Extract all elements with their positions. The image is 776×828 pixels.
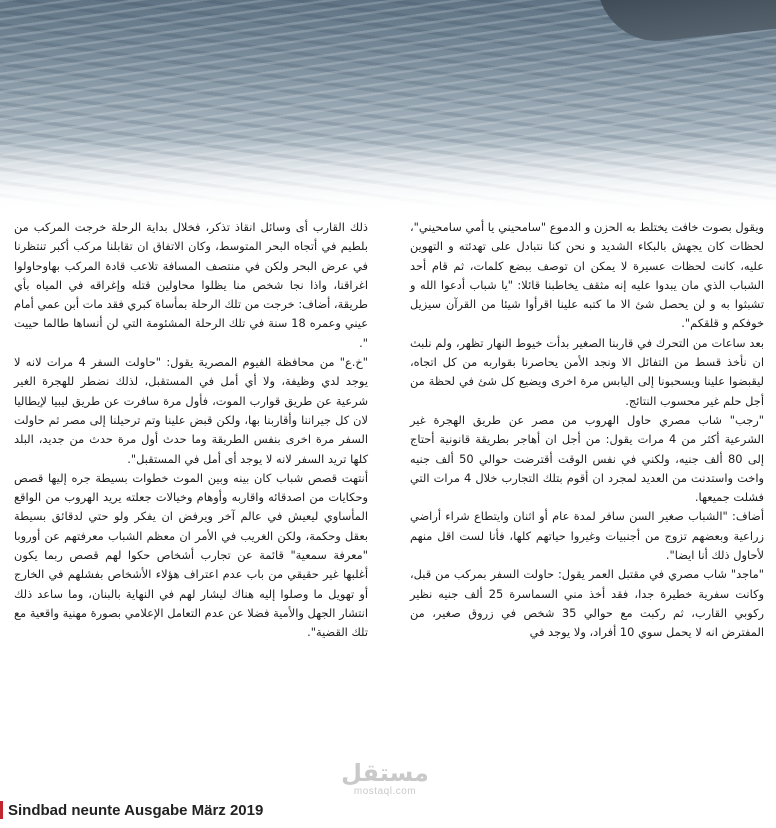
paragraph: "ماجد" شاب مصري في مقتبل العمر يقول: حاولت السفر بمركب من قبل، وكانت سفرية خطيرة جدا، فقد أخذ مني السماسرة 25 ألف جنيه نظير ركوبي القارب، ثم ركبت مع حوالي 35 شخص في زروق صغير، من المفترض انه لا يحمل سوي 10 أفراد، ولا يوجد في xyxy=(410,567,765,640)
paragraph: بعد ساعات من التحرك في قاربنا الصغير بدأت خيوط النهار تظهر، ولم نلبث ان نأخذ قسط من التفائل الا ونجد الأمن يحاصرنا بقواربه من كل اتجاه، ليقبضوا علينا ويسحبونا إلى اليابس مرة اخرى ويضيع كل شئ في لحظة من أجل حلم غير محسوب النتائج. xyxy=(410,335,764,408)
right-column xyxy=(410,218,764,756)
sea-photo xyxy=(0,0,776,210)
paragraph: ذلك القارب أى وسائل انقاذ تذكر، فخلال بداية الرحلة خرجت المركب من بلطيم في أتجاه البحر المتوسط، وكان الاتفاق ان تقابلنا مركب أكبر تنتظرنا في عرض البحر ولكن في منتصف المسافة تلاعب قادة المركب بهاوحاولوا اغراقنا، واذا نجا شخص منا يظلوا محاولين قتله وإغراقه في المياه بأي طريقة، أضاف: خرجت من تلك الرحلة بمأساة كبري فقد مات أبن عمي أمام عيني وعمره 18 سنة في تلك الرحلة المشئومة التي لن أنساها طالما حييت ". xyxy=(14,220,369,350)
paragraph: "خ.ع" من محافظة الفيوم المصرية يقول: "حاولت السفر 4 مرات لانه لا يوجد لدي وظيفة، ولا أي أمل في المستقبل، لذلك نضطر للهجرة الغير شرعية عن طريق قوارب الموت، فأول مرة سافرت عن طريق ليبيا لإيطاليا لان كل جيراننا وأقاربنا بها، ولكن قبض علينا وتم ترحيلنا إلى مصر ثم حاولت السفر مرة اخرى بنفس الطريقة وما حدث أول مرة حدث من جديد، البلد كلها تريد السفر لانه لا يوجد أى أمل في المستقبل". xyxy=(14,355,369,466)
left-column xyxy=(14,218,368,756)
page-footer xyxy=(0,800,263,820)
paragraph: ويقول بصوت خافت يختلط به الحزن و الدموع "سامحيني يا أمي سامحيني"، لحظات كان يجهش بالبكاء الشديد و نحن كنا نتبادل على تهدئته و التهوين عليه، كانت لحظات عسيرة لا يمكن ان توصف ببضع كلمات، ثم قام أحد الشباب الذي مان يبدوا عليه إنه مثقف يخاطبنا قائلا: "يا شباب أدعوا الله و تشبثوا به و لن يحصل شئ الا ما كتبه علينا اقرأوا شيئا من القرآن سيزيل خوفكم و قلقكم". xyxy=(410,220,764,331)
footer-issue-text: Sindbad neunte Ausgabe März 2019 xyxy=(8,801,264,819)
photo-fade xyxy=(0,140,776,210)
boat-hull xyxy=(597,0,776,47)
mostaql-watermark xyxy=(330,760,440,800)
footer-accent-bar xyxy=(0,801,3,819)
watermark-latin: mostaql.com xyxy=(353,786,417,797)
paragraph: أضاف: "الشباب صغير السن سافر لمدة عام أو اثنان وايتطاع شراء أراضي زراعية وبعضهم تزوج من أجنبيات وغيروا حياتهم كلها، فأنا لست اقل منهم لأحاول ذلك أنا ايضا". xyxy=(410,509,764,563)
watermark-arabic: مستقل xyxy=(341,759,429,787)
article-body xyxy=(14,218,764,756)
paragraph: "رجب" شاب مصري حاول الهروب من مصر عن طريق الهجرة غير الشرعية أكثر من 4 مرات يقول: من أجل ان أهاجر بطريقة قانونية أحتاج إلى 80 ألف جنيه، ولكني في نفس الوقت أقترضت حوالي 50 ألف جنيه واخت واستدنت من العديد لمجرد ان أقوم بتلك التجارب خلال 4 مرات التي فشلت جميعها. xyxy=(410,412,764,505)
paragraph: أنتهت قصص شباب كان بينه وبين الموت خطوات بسيطة جره إليها قصص وحكايات من اصدقائه واقاربه وأوهام وخيالات جعلته يريد الهروب من الواقع المأساوي ليعيش في عالم آخر ويرفض ان يفكر ولو حتي لدقائق بسيطة بعقل وحكمة، ولكن الغريب في الأمر ان معظم الشباب معرفتهم عن أوروبا "معرفة سمعية" قائمة عن تجارب أشخاص حكوا لهم قصص ربما يكون أغلبها غير حقيقي من باب عدم اعتراف هؤلاء الأشخاص بفشلهم في الخارج أو تهويل ما وصلوا إليه هناك ليشار لهم في النهاية بالبنان، وما ساعد ذلك انتشار الجهل والأمية فضلا عن عدم التعامل الإعلامي بصورة مهنية واقعية مع تلك القضية". xyxy=(14,470,368,640)
